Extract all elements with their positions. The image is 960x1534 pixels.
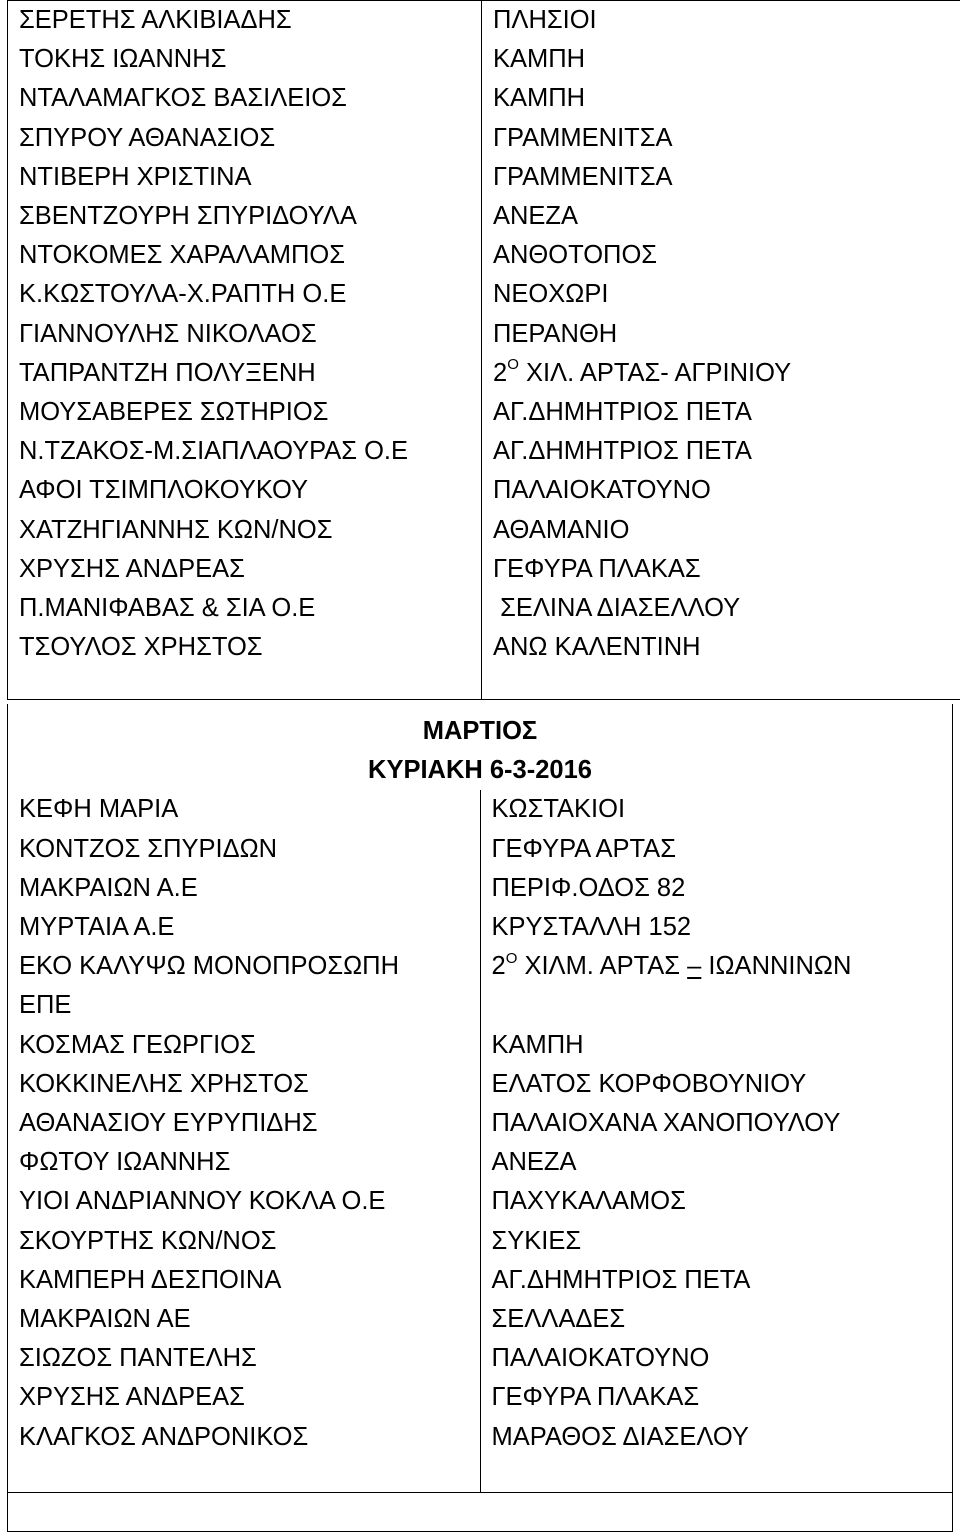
name-cell: ΤΑΠΡΑΝΤΖΗ ΠΟΛΥΞΕΝΗ [8,354,482,393]
table-row [8,511,960,550]
place-cell [482,354,960,393]
place-cell: ΣΕΛΙΝΑ ΔΙΑΣΕΛΛΟΥ [482,589,960,628]
name-cell: ΤΣΟΥΛΟΣ ΧΡΗΣΤΟΣ [8,628,482,667]
name-cell: ΦΩΤΟΥ ΙΩΑΝΝΗΣ [8,1143,481,1182]
place-cell: ΠΕΡΑΝΘΗ [482,315,960,354]
place-rest: ΧΙΛ. ΑΡΤΑΣ- ΑΓΡΙΝΙΟΥ [518,358,792,387]
place-superscript: Ο [505,949,518,967]
place-cell: ΑΓ.ΔΗΜΗΤΡΙΟΣ ΠΕΤΑ [482,432,960,471]
name-cell: ΑΘΑΝΑΣΙΟΥ ΕΥΡΥΠΙΔΗΣ [8,1104,481,1143]
name-cell: ΣΚΟΥΡΤΗΣ ΚΩΝ/ΝΟΣ [8,1222,481,1261]
name-cell: ΣΕΡΕΤΗΣ ΑΛΚΙΒΙΑΔΗΣ [8,1,482,41]
name-cell [8,947,481,1025]
table-row [8,471,960,510]
place-cell: ΠΕΡΙΦ.ΟΔΟΣ 82 [480,869,953,908]
table-row [8,1104,953,1143]
pharmacy-table-section2 [7,704,953,1532]
table-row [8,830,953,869]
empty-row [8,1457,953,1493]
place-number: 2 [491,952,506,981]
table-row [8,197,960,236]
place-rest: ΙΩΑΝΝΙΝΩΝ [701,952,852,981]
table-row [8,1261,953,1300]
empty-row [8,667,960,700]
table-row [8,1,960,41]
empty-row [8,1492,953,1531]
table-row [8,1026,953,1065]
name-cell: ΣΒΕΝΤΖΟΥΡΗ ΣΠΥΡΙΔΟΥΛΑ [8,197,482,236]
place-cell: ΓΕΦΥΡΑ ΑΡΤΑΣ [480,830,953,869]
table-row [8,1300,953,1339]
place-cell: ΠΑΧΥΚΑΛΑΜΟΣ [480,1182,953,1221]
place-cell [480,947,953,1025]
name-cell: ΚΟΚΚΙΝΕΛΗΣ ΧΡΗΣΤΟΣ [8,1065,481,1104]
table-row [8,869,953,908]
place-cell: ΠΑΛΑΙΟΚΑΤΟΥΝΟ [480,1339,953,1378]
name-cell: ΝΤΙΒΕΡΗ ΧΡΙΣΤΙΝΑ [8,158,482,197]
place-cell: ΚΑΜΠΗ [480,1026,953,1065]
table-row [8,432,960,471]
table-row [8,158,960,197]
name-cell: ΓΙΑΝΝΟΥΛΗΣ ΝΙΚΟΛΑΟΣ [8,315,482,354]
place-cell: ΓΕΦΥΡΑ ΠΛΑΚΑΣ [480,1378,953,1417]
table-row [8,628,960,667]
name-cell: ΚΕΦΗ ΜΑΡΙΑ [8,790,481,829]
month-heading: ΜΑΡΤΙΟΣ [8,704,953,751]
place-rest: ΧΙΛΜ. ΑΡΤΑΣ [517,952,688,981]
place-cell: ΑΓ.ΔΗΜΗΤΡΙΟΣ ΠΕΤΑ [482,393,960,432]
table-row [8,40,960,79]
month-heading-row [8,704,953,751]
name-cell: ΚΟΝΤΖΟΣ ΣΠΥΡΙΔΩΝ [8,830,481,869]
table-row [8,119,960,158]
table-row [8,908,953,947]
table-row [8,790,953,829]
name-cell: ΜΑΚΡΑΙΩΝ ΑΕ [8,1300,481,1339]
place-cell: ΠΛΗΣΙΟΙ [482,1,960,41]
table-row [8,947,953,1025]
place-cell: ΚΑΜΠΗ [482,40,960,79]
name-cell: Κ.ΚΩΣΤΟΥΛΑ-Χ.ΡΑΠΤΗ Ο.Ε [8,275,482,314]
table-row [8,236,960,275]
date-heading-row [8,751,953,790]
place-cell: ΑΓ.ΔΗΜΗΤΡΙΟΣ ΠΕΤΑ [480,1261,953,1300]
place-cell: ΠΑΛΑΙΟΧΑΝΑ ΧΑΝΟΠΟΥΛΟΥ [480,1104,953,1143]
name-cell: Π.ΜΑΝΙΦΑΒΑΣ & ΣΙΑ Ο.Ε [8,589,482,628]
name-cell: ΝΤΟΚΟΜΕΣ ΧΑΡΑΛΑΜΠΟΣ [8,236,482,275]
table-row [8,589,960,628]
place-cell: ΑΝΕΖΑ [480,1143,953,1182]
name-cell: ΤΟΚΗΣ ΙΩΑΝΝΗΣ [8,40,482,79]
name-cell: ΑΦΟΙ ΤΣΙΜΠΛΟΚΟΥΚΟΥ [8,471,482,510]
table-row [8,1378,953,1417]
name-line: ΕΠΕ [19,991,72,1020]
name-cell: ΜΑΚΡΑΙΩΝ Α.Ε [8,869,481,908]
empty-cell [480,1457,953,1493]
place-cell: ΠΑΛΑΙΟΚΑΤΟΥΝΟ [482,471,960,510]
table-row [8,1143,953,1182]
place-superscript: Ο [507,356,519,374]
place-cell: ΝΕΟΧΩΡΙ [482,275,960,314]
place-cell: ΓΡΑΜΜΕΝΙΤΣΑ [482,119,960,158]
name-cell: ΣΙΩΖΟΣ ΠΑΝΤΕΛΗΣ [8,1339,481,1378]
place-cell: ΚΑΜΠΗ [482,79,960,118]
place-cell: ΑΝΩ ΚΑΛΕΝΤΙΝΗ [482,628,960,667]
name-cell: ΧΑΤΖΗΓΙΑΝΝΗΣ ΚΩΝ/ΝΟΣ [8,511,482,550]
table-row [8,315,960,354]
name-cell: Ν.ΤΖΑΚΟΣ-Μ.ΣΙΑΠΛΑΟΥΡΑΣ Ο.Ε [8,432,482,471]
empty-cell [8,667,482,700]
table-row [8,79,960,118]
table-row [8,1339,953,1378]
name-cell: ΝΤΑΛΑΜΑΓΚΟΣ ΒΑΣΙΛΕΙΟΣ [8,79,482,118]
place-cell: ΑΝΘΟΤΟΠΟΣ [482,236,960,275]
empty-cell [8,1492,953,1531]
place-cell: ΚΩΣΤΑΚΙΟΙ [480,790,953,829]
place-cell: ΑΝΕΖΑ [482,197,960,236]
place-cell: ΣΕΛΛΑΔΕΣ [480,1300,953,1339]
table-row [8,275,960,314]
date-heading: ΚΥΡΙΑΚΗ 6-3-2016 [8,751,953,790]
place-cell: ΚΡΥΣΤΑΛΛΗ 152 [480,908,953,947]
name-cell: ΚΛΑΓΚΟΣ ΑΝΔΡΟΝΙΚΟΣ [8,1418,481,1457]
pharmacy-table-section1 [7,0,960,700]
empty-cell [8,1457,481,1493]
table-row [8,1418,953,1457]
table-row [8,1222,953,1261]
table-row [8,393,960,432]
place-cell: ΓΕΦΥΡΑ ΠΛΑΚΑΣ [482,550,960,589]
place-dash: – [687,952,702,981]
place-cell: ΕΛΑΤΟΣ ΚΟΡΦΟΒΟΥΝΙΟΥ [480,1065,953,1104]
name-cell: ΚΑΜΠΕΡΗ ΔΕΣΠΟΙΝΑ [8,1261,481,1300]
place-number: 2 [493,358,508,387]
name-cell: ΚΟΣΜΑΣ ΓΕΩΡΓΙΟΣ [8,1026,481,1065]
table-row [8,550,960,589]
place-cell: ΜΑΡΑΘΟΣ ΔΙΑΣΕΛΟΥ [480,1418,953,1457]
name-cell: ΧΡΥΣΗΣ ΑΝΔΡΕΑΣ [8,550,482,589]
name-cell: ΣΠΥΡΟΥ ΑΘΑΝΑΣΙΟΣ [8,119,482,158]
name-cell: ΧΡΥΣΗΣ ΑΝΔΡΕΑΣ [8,1378,481,1417]
name-cell: ΜΟΥΣΑΒΕΡΕΣ ΣΩΤΗΡΙΟΣ [8,393,482,432]
place-cell: ΑΘΑΜΑΝΙΟ [482,511,960,550]
name-cell: ΥΙΟΙ ΑΝΔΡΙΑΝΝΟΥ ΚΟΚΛΑ Ο.Ε [8,1182,481,1221]
name-line: ΕΚΟ ΚΑΛΥΨΩ ΜΟΝΟΠΡΟΣΩΠΗ [19,952,400,981]
place-cell: ΣΥΚΙΕΣ [480,1222,953,1261]
table-row [8,1065,953,1104]
table-row [8,354,960,393]
name-cell: ΜΥΡΤΑΙΑ Α.Ε [8,908,481,947]
table-row [8,1182,953,1221]
empty-cell [482,667,960,700]
place-cell: ΓΡΑΜΜΕΝΙΤΣΑ [482,158,960,197]
